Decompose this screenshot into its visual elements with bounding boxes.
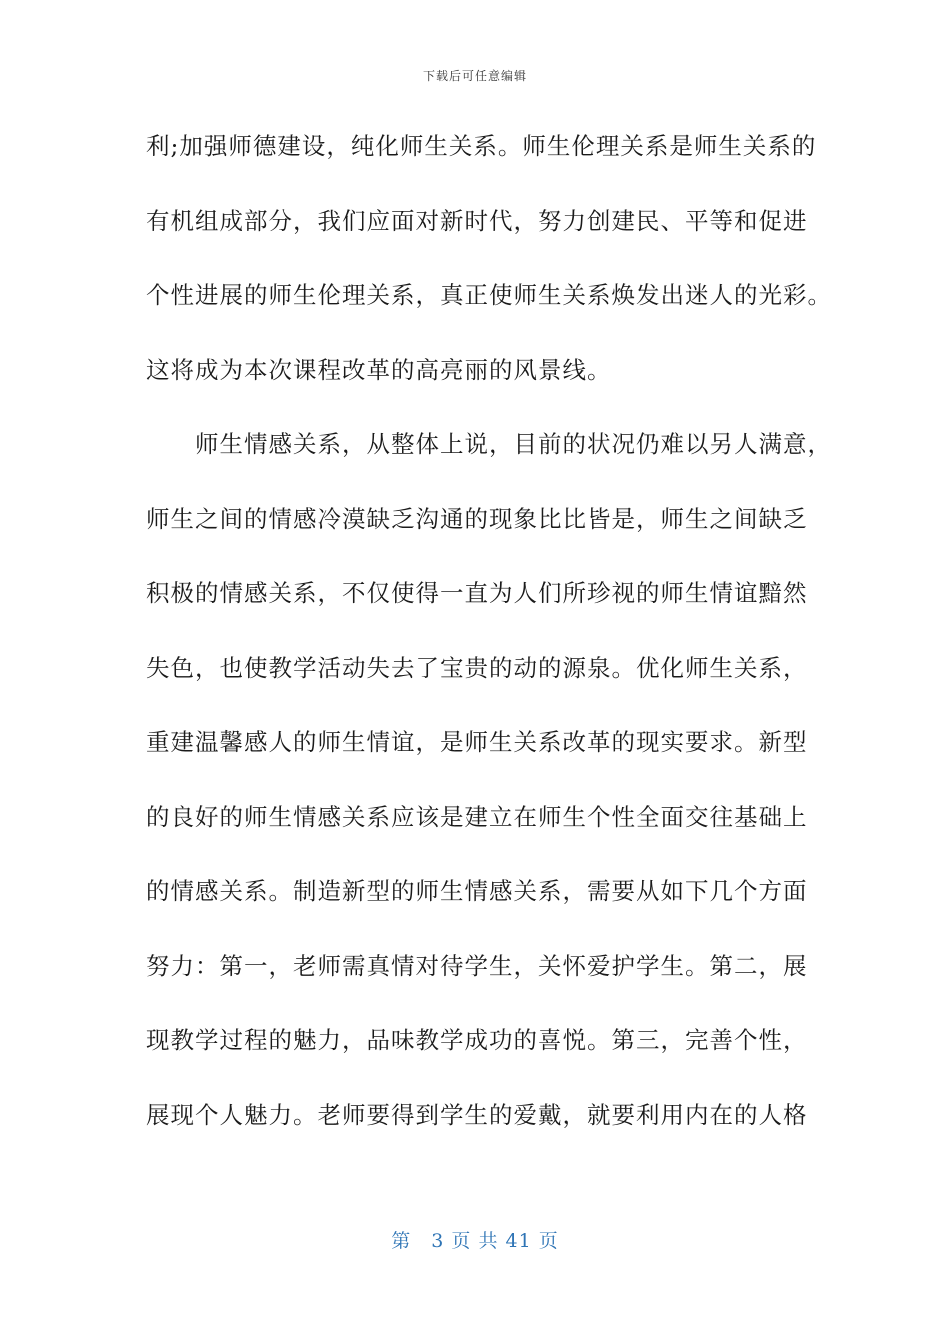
body-line: 的良好的师生情感关系应该是建立在师生个性全面交往基础上 — [146, 802, 808, 831]
body-line: 展现个人魅力。老师要得到学生的爱戴，就要利用内在的人格 — [146, 1100, 808, 1129]
body-line: 利;加强师德建设，纯化师生关系。师生伦理关系是师生关系的 — [146, 132, 817, 160]
body-line: 积极的情感关系，不仅使得一直为人们所珍视的师生情谊黯然 — [146, 579, 808, 607]
body-line: 师生之间的情感冷漠缺乏沟通的现象比比皆是，师生之间缺乏 — [146, 504, 808, 533]
body-line: 师生情感关系，从整体上说，目前的状况仍难以另人满意， — [146, 430, 832, 458]
body-line: 重建温馨感人的师生情谊，是师生关系改革的现实要求。新型 — [146, 728, 808, 756]
body-line: 有机组成部分，我们应面对新时代，努力创建民、平等和促进 — [146, 206, 808, 235]
body-line: 的情感关系。制造新型的师生情感关系，需要从如下几个方面 — [146, 877, 808, 905]
body-line: 现教学过程的魅力，品味教学成功的喜悦。第三，完善个性， — [146, 1026, 808, 1054]
page-number-footer: 第 3 页 共 41 页 — [391, 1230, 559, 1252]
body-line: 失色，也使教学活动失去了宝贵的动的源泉。优化师生关系， — [146, 653, 808, 682]
body-line: 个性进展的师生伦理关系，真正使师生关系焕发出迷人的光彩。 — [146, 281, 832, 309]
document-body — [146, 124, 832, 1167]
page-header: 下载后可任意编辑 — [422, 69, 527, 83]
body-line: 努力：第一，老师需真情对待学生，关怀爱护学生。第二，展 — [146, 951, 808, 980]
body-line: 这将成为本次课程改革的高亮丽的风景线。 — [146, 355, 612, 384]
